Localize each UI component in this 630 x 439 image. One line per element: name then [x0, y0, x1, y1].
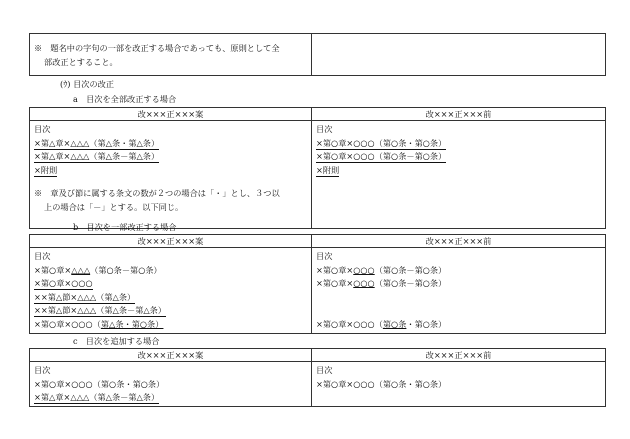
- table-b-left-text: △△△: [71, 264, 91, 275]
- table-b-left-line: ×第○章×○○○: [34, 278, 93, 288]
- top-note-line-2: 部改正とすること。: [44, 56, 118, 67]
- top-note-cell: [30, 34, 312, 75]
- table-b-left-text: （第○条－第○条）: [90, 264, 162, 275]
- subheading-c: c 目次を追加する場合: [73, 336, 160, 346]
- table-b-left-line: ××第△節×△△△（第△条）: [34, 291, 136, 302]
- table-b: [29, 234, 606, 334]
- table-b-right-text: ×第○章×: [316, 264, 354, 275]
- table-b-right-text: 第○条: [382, 318, 407, 329]
- table-b-right-text: ○○○: [353, 264, 375, 275]
- table-a-header-right: 改×××正×××前: [312, 108, 605, 121]
- table-c-left-line: ×第△章×△△△（第△条－第△条）: [34, 392, 160, 402]
- table-b-left-cell: [30, 248, 312, 333]
- table-b-right-text: ○○○: [353, 278, 375, 288]
- table-a-note-line-2: 上の場合は「－」とする。以下同じ。: [44, 201, 184, 212]
- table-b-right-cell: [312, 248, 605, 333]
- table-a-left-line: ×第△章×△△△（第△条・第△条）: [34, 137, 160, 148]
- table-a-right-line: 目次: [316, 124, 333, 134]
- table-b-right-text: （第○条－第○条）: [374, 278, 447, 288]
- top-note-table: [29, 33, 606, 76]
- table-a-right-line: ×第○章×○○○（第○条－第○条）: [316, 151, 447, 161]
- table-a-right-line: ×第○章×○○○（第○条・第○条）: [316, 137, 447, 148]
- table-c-right-cell: [312, 362, 605, 406]
- table-b-left-line: 目次: [34, 251, 51, 261]
- subheading-a: a 目次を全部改正する場合: [73, 94, 177, 104]
- table-a: [29, 107, 606, 229]
- table-a-left-line: ×第△章×△△△（第△条－第△条）: [34, 151, 160, 161]
- table-a-header-left: 改×××正×××案: [30, 108, 312, 121]
- table-b-right-text: （第○条－第○条）: [374, 264, 447, 275]
- table-b-left-line: ××第△節×△△△（第△条－第△条）: [34, 305, 167, 315]
- table-a-left-cell: [30, 121, 312, 228]
- table-b-left-text: ×第○章×○○○（: [34, 318, 101, 329]
- table-b-right-text: ・第○条）: [406, 318, 447, 329]
- top-note-empty-cell: [312, 34, 605, 75]
- table-c-right-line: 目次: [316, 365, 333, 375]
- table-b-right-text: ×第○章×: [316, 278, 354, 288]
- table-c-right-line: ×第○章×○○○（第○条・第○条）: [316, 378, 447, 389]
- table-a-left-line: 目次: [34, 124, 51, 134]
- subheading-b: b 目次を一部改正する場合: [73, 222, 177, 232]
- table-b-header-right: 改×××正×××前: [312, 235, 605, 248]
- top-note-line-1: ※ 題名中の字句の一部を改正する場合であっても、原則として全: [34, 43, 280, 53]
- table-b-right-line: 目次: [316, 251, 333, 261]
- table-c: [29, 348, 606, 407]
- table-c-left-line: 目次: [34, 365, 51, 375]
- table-b-header-left: 改×××正×××案: [30, 235, 312, 248]
- table-a-left-line: ×附則: [34, 164, 58, 175]
- table-c-left-line: ×第○章×○○○（第○条・第○条）: [34, 378, 165, 389]
- table-c-header-right: 改×××正×××前: [312, 349, 605, 362]
- table-a-note-line-1: ※ 章及び節に属する条文の数が２つの場合は「・」とし、３つ以: [34, 188, 280, 198]
- section-heading: (ｳ) 目次の改正: [60, 79, 115, 89]
- table-b-left-text: 第△条・第○条）: [100, 318, 164, 329]
- table-b-left-text: ×第○章×: [34, 264, 72, 275]
- table-b-right-text: ×第○章×○○○（: [316, 318, 383, 329]
- table-a-right-line: ×附則: [316, 164, 340, 175]
- table-a-right-cell: [312, 121, 605, 228]
- table-c-header-left: 改×××正×××案: [30, 349, 312, 362]
- table-c-left-cell: [30, 362, 312, 406]
